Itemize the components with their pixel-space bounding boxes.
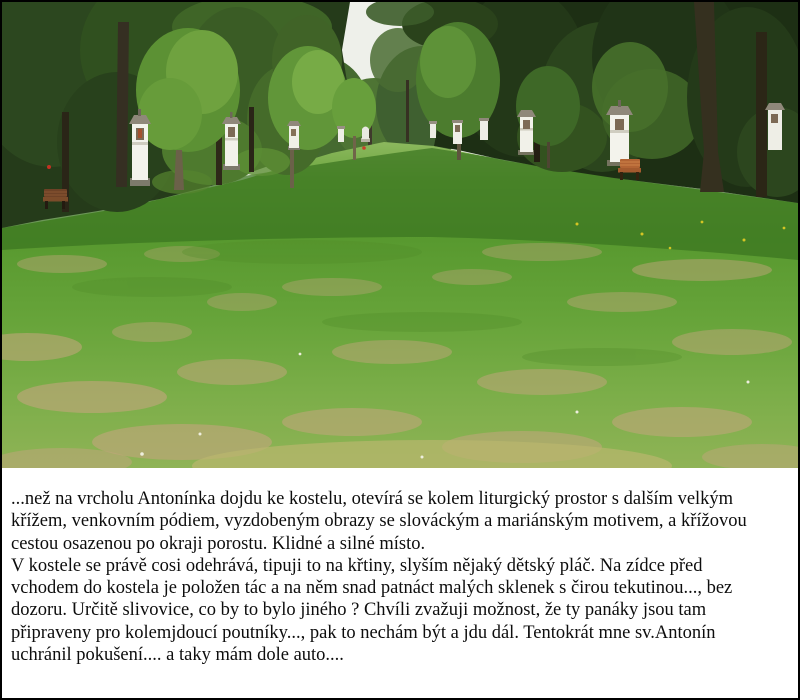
photo-illustration — [2, 2, 798, 468]
station-pillar — [606, 100, 633, 166]
meadow-photo — [2, 2, 798, 468]
text-line: dozoru. Určitě slivovice, co by to bylo jiného ? Chvíli zvažuji možnost, že ty panáky jsou tam — [11, 600, 707, 621]
text-line: připraveny pro kolemjdoucí poutníky..., pak to nechám být a jdu dál. Tentokrát mne sv.Antonín — [11, 622, 716, 643]
station-pillar — [337, 126, 345, 142]
red-marker — [362, 146, 366, 150]
red-marker — [47, 165, 51, 169]
text-line: křížem, venkovním pódiem, vyzdobeným obrazy se slováckým a mariánským motivem, a křížovou — [11, 511, 747, 532]
station-pillar — [479, 118, 489, 140]
paragraph-2 — [11, 555, 790, 666]
paragraph-1 — [11, 488, 790, 555]
station-pillar — [452, 120, 463, 144]
text-line: ...než na vrcholu Antonínka dojdu ke kostelu, otevírá se kolem liturgický prostor s dalším velkým — [11, 489, 734, 509]
statue — [361, 127, 370, 143]
text-line: vchodem do kostela je položen tác a na něm snad patnáct malých sklenek s čirou tekutinou..., bez — [11, 578, 733, 599]
text-line: V kostele se právě cosi odehrává, tipuji to na křtiny, slyším nějaký dětský pláč. Na zídce před — [11, 555, 703, 576]
station-pillar — [429, 121, 437, 138]
station-pillar — [765, 103, 785, 150]
article-text — [2, 468, 798, 666]
text-line: uchránil pokušení.... a taky mám dole auto.... — [11, 645, 344, 666]
text-line: cestou osazenou po okraji porostu. Klidné a silné místo. — [11, 533, 426, 554]
station-pillar — [129, 109, 151, 186]
station-pillar — [287, 121, 301, 150]
